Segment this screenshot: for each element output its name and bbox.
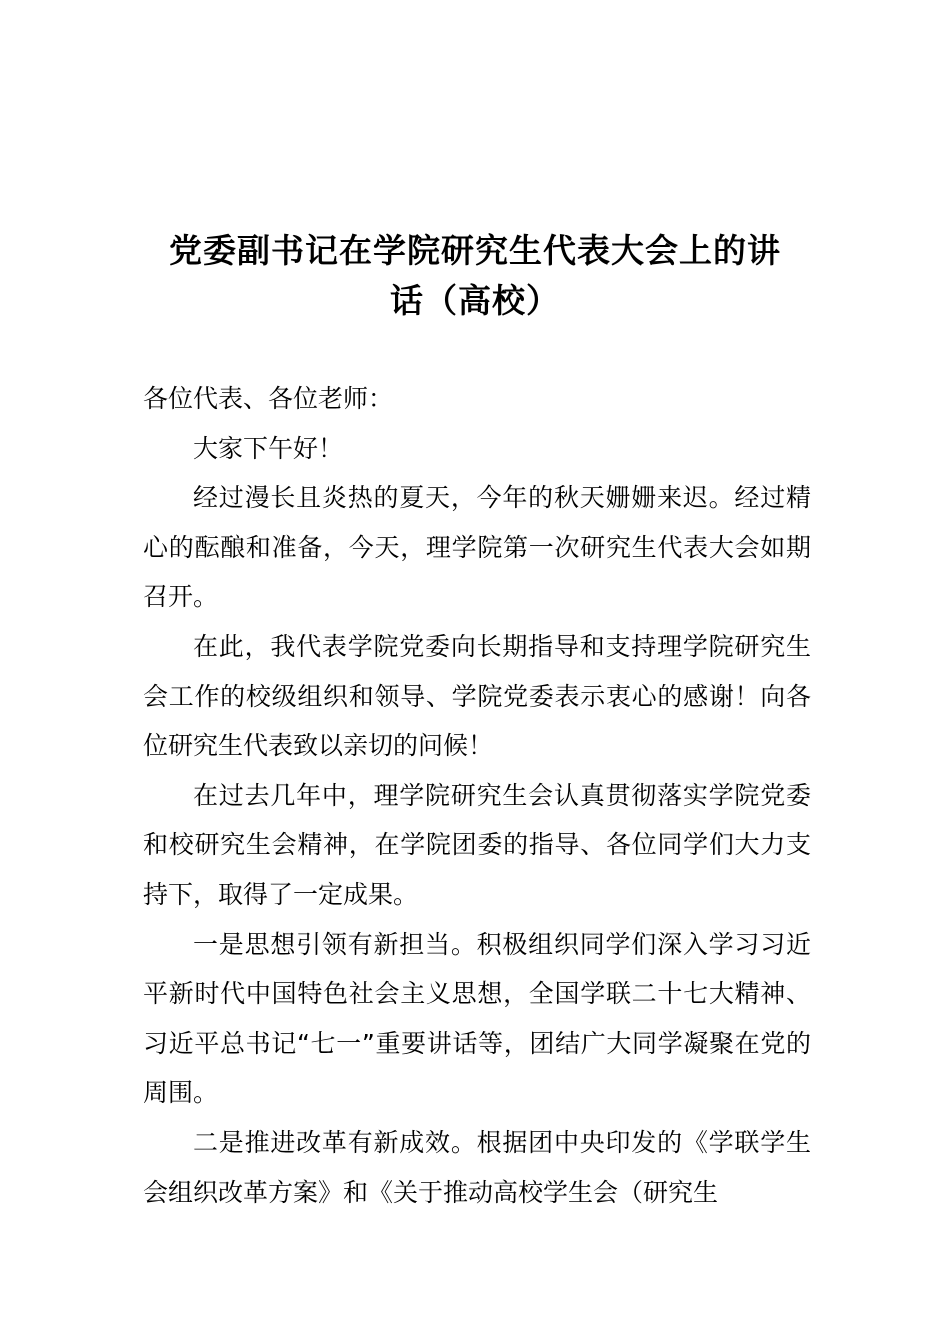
paragraph: 二是推进改革有新成效。根据团中央印发的《学联学生会组织改革方案》和《关于推动高校学生会（研究生 [143, 1127, 811, 1207]
document-body [143, 374, 811, 1217]
paragraph: 大家下午好！ [193, 433, 344, 463]
paragraph: 经过漫长且炎热的夏天，今年的秋天姗姗来迟。经过精心的酝酿和准备，今天，理学院第一次研究生代表大会如期召开。 [143, 483, 811, 612]
title-line-1: 党委副书记在学院研究生代表大会上的讲 [169, 231, 781, 270]
title-line-2: 话（高校） [390, 281, 560, 320]
document-title [140, 226, 810, 326]
paragraph: 一是思想引领有新担当。积极组织同学们深入学习习近平新时代中国特色社会主义思想，全国学联二十七大精神、习近平总书记“七一”重要讲话等，团结广大同学凝聚在党的周围。 [143, 929, 811, 1108]
paragraph: 在过去几年中，理学院研究生会认真贯彻落实学院党委和校研究生会精神，在学院团委的指导、各位同学们大力支持下，取得了一定成果。 [143, 780, 811, 909]
salutation: 各位代表、各位老师： [143, 384, 394, 413]
paragraph: 在此，我代表学院党委向长期指导和支持理学院研究生会工作的校级组织和领导、学院党委表示衷心的感谢！向各位研究生代表致以亲切的问候！ [143, 631, 811, 761]
